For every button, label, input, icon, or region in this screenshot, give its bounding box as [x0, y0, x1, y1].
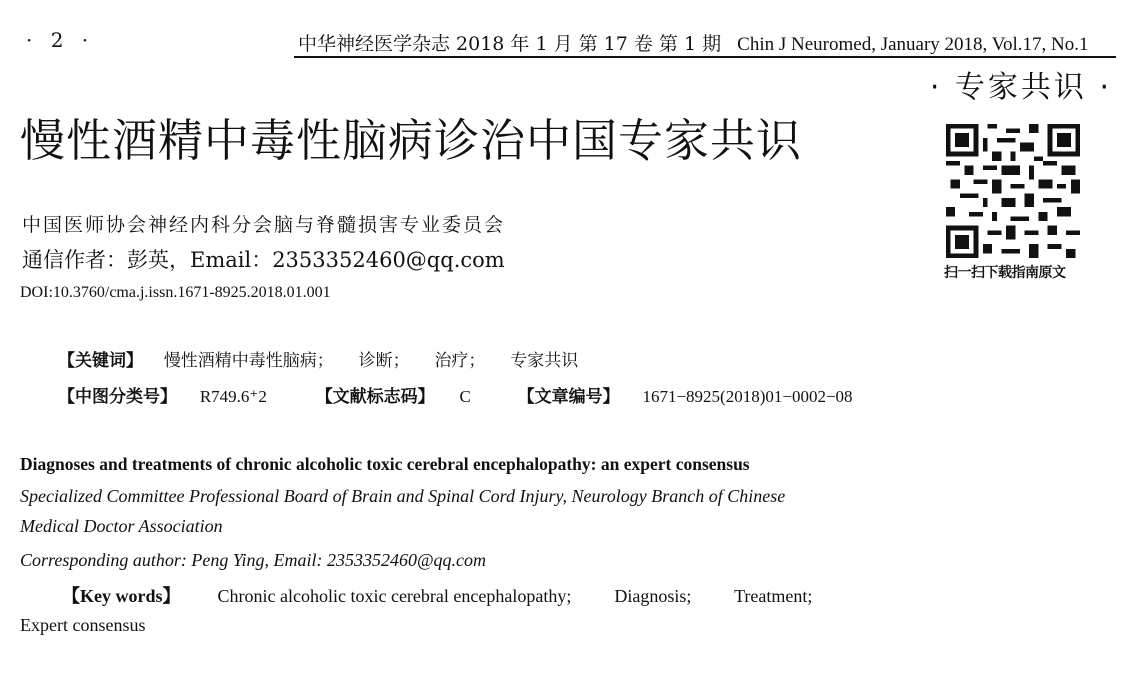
article-number-label: 【文章编号】 [517, 387, 620, 407]
keyword-item: 慢性酒精中毒性脑病； [163, 351, 334, 371]
keyword-item: 诊断； [358, 351, 410, 371]
author-organization-cn: 中国医师协会神经内科分会脑与脊髓损害专业委员会 [22, 214, 506, 236]
article-title-cn: 慢性酒精中毒性脑病诊治中国专家共识 [20, 114, 803, 167]
page-number: · 2 · [26, 28, 95, 52]
qr-code-icon[interactable] [946, 124, 1080, 258]
author-organization-en-line1: Specialized Committee Professional Board of Brain and Spinal Cord Injury, Neurology Branch of Chinese [20, 486, 786, 506]
qr-caption: 扫一扫下载指南原文 [944, 265, 1066, 281]
article-title-en: Diagnoses and treatments of chronic alcoholic toxic cerebral encephalopathy: an expert consensus [20, 454, 750, 474]
keywords-label-en: 【Key words】 [62, 586, 181, 606]
classification-line [58, 382, 853, 407]
author-organization-en-line2: Medical Doctor Association [20, 516, 223, 536]
clc-value: R749.6⁺2 [199, 387, 267, 406]
doc-code-value: C [459, 387, 471, 406]
corresponding-author-en: Corresponding author: Peng Ying, Email: 2353352460@qq.com [20, 550, 487, 570]
section-label: · 专家共识 · [929, 70, 1112, 105]
keyword-en-item: Treatment; [734, 586, 813, 606]
article-number-value: 1671−8925(2018)01−0002−08 [642, 387, 853, 406]
keyword-en-item-continued: Expert consensus [20, 615, 146, 635]
running-head [298, 29, 1088, 56]
keyword-item: 专家共识 [510, 351, 579, 371]
header-rule [294, 56, 1116, 58]
keywords-en [62, 582, 812, 608]
journal-name-en: Chin J Neuromed, January 2018, Vol.17, No.1 [737, 34, 1089, 55]
keywords-label-cn: 【关键词】 [58, 351, 143, 371]
corresponding-author-cn: 通信作者：彭英，Email：2353352460@qq.com [22, 248, 505, 272]
keyword-en-item: Diagnosis; [614, 586, 692, 606]
doi[interactable]: DOI:10.3760/cma.j.issn.1671-8925.2018.01.001 [20, 284, 331, 301]
clc-label: 【中图分类号】 [58, 387, 177, 407]
keyword-item: 治疗； [434, 351, 486, 371]
doc-code-label: 【文献标志码】 [315, 387, 435, 407]
keywords-cn [58, 346, 578, 371]
journal-name-cn: 中华神经医学杂志 2018 年 1 月 第 17 卷 第 1 期 [298, 33, 722, 55]
keyword-en-item: Chronic alcoholic toxic cerebral encephalopathy; [217, 586, 572, 606]
